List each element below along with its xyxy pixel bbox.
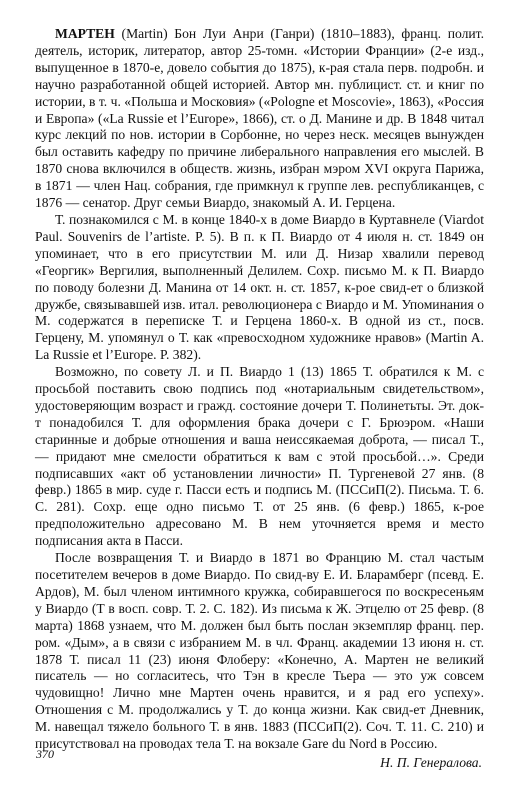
article-paragraph-4: После возвращения Т. и Виардо в 1871 во Францию М. стал частым посетителем вечеров в доме Виардо. По свид-ву Е. И. Бларамберг (псевд. Е. Ардов), М. был членом интимного кружка, собиравшегося по воскресеньям у Виардо (Т в восп. совр. Т. 2. С. 182). Из письма к Ж. Этцелю от 25 февр. (8 марта) 1868 узнаем, что М. должен был быть послан экземпляр франц. пер. ром. «Дым», а в связи с избранием М. в чл. Франц. академии 13 июня н. ст. 1878 Т. писал 11 (23) июня Флоберу: «Конечно, А. Мартен не великий писатель — но согласитесь, что Тэн в кресле Тьера — это уж совсем чудовищно! Лично мне Мартен очень нравится, и я рад его успеху». Отношения с М. продолжались у Т. до конца жизни. Как свид-ет Дневник, М. навещал тяжело больного Т. в янв. 1883 (ПССиП(2). Соч. Т. 11. С. 210) и присутствовал на проводах тела Т. на вокзале Gare du Nord в Россию. — [35, 550, 484, 752]
article-paragraph-2: Т. познакомился с М. в конце 1840-х в доме Виардо в Куртавнеле (Viardot Paul. Souvenirs de l’artiste. P. 5). В п. к П. Виардо от 4 июля н. ст. 1849 он упоминает, что в его присутствии М. или Д. Низар хвалили перевод «Георгик» Вергилия, выполненный Делилем. Сохр. письмо М. к П. Виардо по поводу болезни Д. Манина от 14 окт. н. ст. 1857, к-рое свид-ет о близкой дружбе, связывавшей изв. итал. революционера с Виардо и М. Упоминания о М. содержатся в переписке Т. и Герцена 1860-х. В одной из ст., посв. Герцену, М. упомянул о Т. как «превосходном художнике нравов» (Martin A. La Russie et l’Europe. P. 382). — [35, 211, 484, 363]
page-bottom-margin — [0, 786, 515, 800]
paragraph-text-1: (Martin) Бон Луи Анри (Ганри) (1810–1883), франц. полит. деятель, историк, литератор, автор 25-томн. «Истории Франции» (2-е изд., выпущенное в 1870-е, довело события до 1875), к-рая стала перв. подробн. и научно разработанной общей историей. Автор мн. публицист. ст. и книг по истории, в т. ч. «Польша и Московия» («Pologne et Moscovie», 1863), «Россия и Европа» («La Russie et l’Europe», 1866), ст. о Д. Манине и др. В 1848 читал курс лекций по нов. истории в Сорбонне, но через неск. месяцев вынужден был оставить кафедру по причине либерального направления его мыслей. В 1870 снова включился в обществ. жизнь, избран мэром XVI округа Парижа, в 1871 — член Нац. собрания, где примкнул к группе лев. республиканцев, с 1876 — сенатор. Друг семьи Виардо, знакомый А. И. Герцена. — [35, 26, 484, 211]
article-headword: МАРТЕН — [55, 26, 115, 41]
page-number: 370 — [36, 747, 54, 761]
author-signature: Н. П. Генералова. — [380, 754, 482, 770]
article-page — [35, 26, 484, 772]
article-paragraph-3: Возможно, по совету Л. и П. Виардо 1 (13) 1865 Т. обратился к М. с просьбой поставить свою подпись под «нотариальным свидетельством», удостоверяющим возраст и гражд. состояние дочери Т. Полинетьты. Эт. док-т понадобился Т. для оформления брака дочери с Г. Брюэром. «Наши старинные и добрые отношения и ваша неиссякаемая доброта, — писал Т., — придают мне смелости обратиться к вам с этой просьбой…». Среди подписавших «акт об установлении личности» П. Тургеневой 27 янв. (8 февр.) 1865 в мир. суде г. Пасси есть и подпись М. (ПССиП(2). Письма. Т. 6. С. 281). Сохр. еще одно письмо Т. от 25 янв. (6 февр.) 1865, к-рое предположительно адресовано М. В нем уточняется время и место подписания акта в Пасси. — [35, 364, 484, 549]
article-paragraph-1 — [35, 26, 484, 212]
